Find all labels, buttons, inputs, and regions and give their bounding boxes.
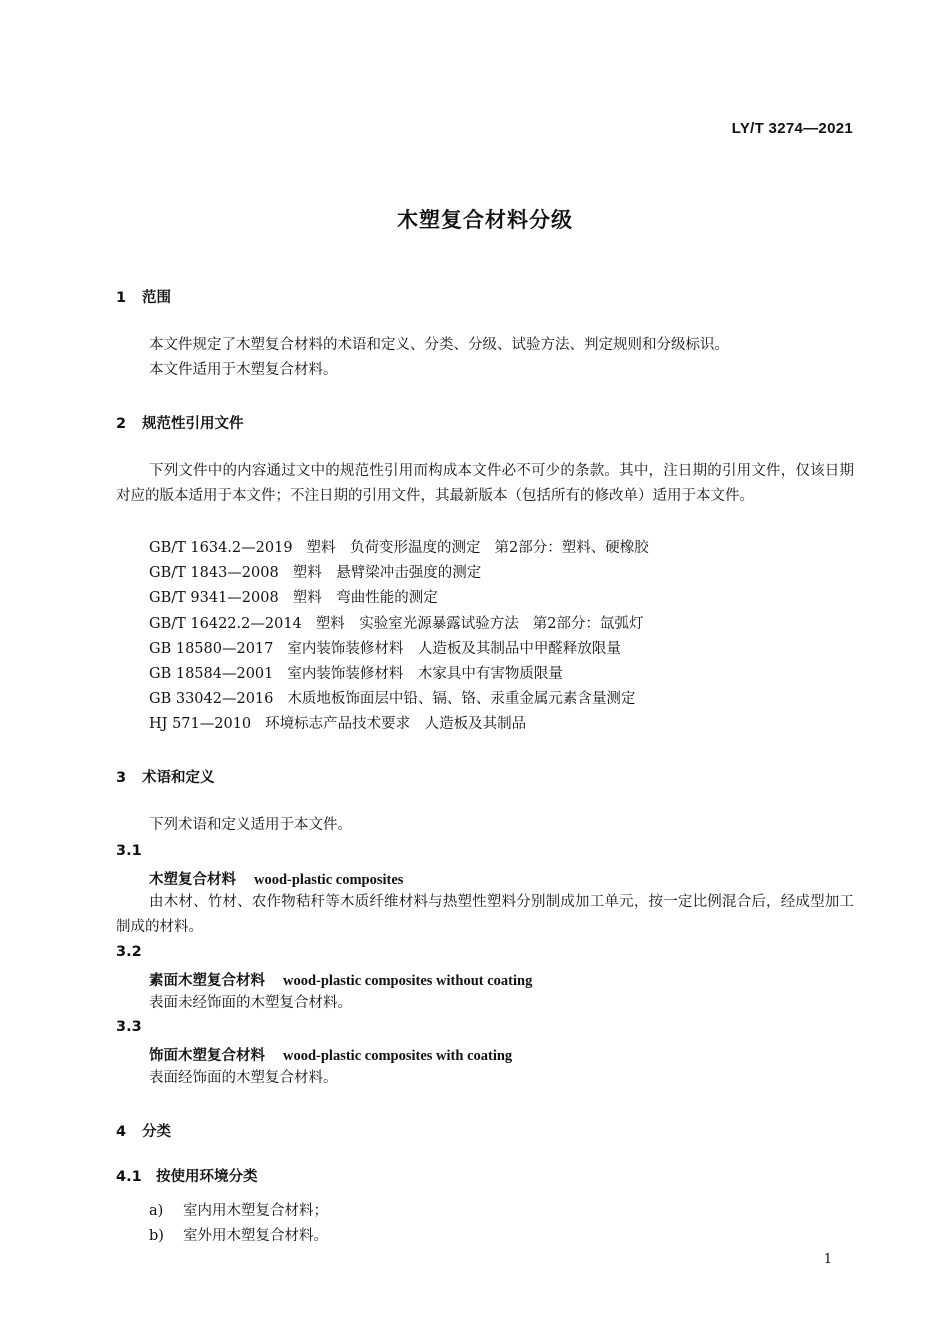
term-heading	[149, 1044, 512, 1065]
reference-title: 塑料 负荷变形温度的测定	[306, 540, 481, 556]
section-title: 术语和定义	[142, 770, 215, 786]
section-1-heading	[116, 286, 171, 307]
section-title: 规范性引用文件	[142, 416, 244, 432]
subsection-number: 4.1	[116, 1169, 142, 1185]
document-title: 木塑复合材料分级	[397, 208, 573, 232]
reference-part: 第2部分：塑料、硬橡胶	[494, 540, 649, 556]
term-number: 3.1	[116, 843, 142, 859]
section-number: 2	[116, 416, 127, 432]
term-english: wood-plastic composites with coating	[283, 1048, 513, 1064]
term-number: 3.3	[116, 1019, 142, 1035]
reference-code: GB/T 1843—2008	[149, 565, 279, 582]
reference-item	[149, 586, 649, 611]
list-marker: b)	[149, 1228, 164, 1244]
term-english: wood-plastic composites without coating	[283, 973, 533, 989]
reference-code: GB 33042—2016	[149, 691, 274, 708]
reference-code: GB 18580—2017	[149, 640, 274, 657]
list-marker: a)	[149, 1203, 164, 1219]
reference-title: 塑料 悬臂梁冲击强度的测定	[292, 565, 482, 582]
subsection-4-1-heading	[116, 1165, 258, 1186]
reference-part: 第2部分：氙弧灯	[532, 615, 644, 632]
reference-item	[149, 637, 649, 662]
reference-list	[149, 536, 649, 738]
reference-title: 塑料 弯曲性能的测定	[292, 590, 438, 607]
term-definition: 由木材、竹材、农作物秸秆等木质纤维材料与热塑性塑料分别制成加工单元，按一定比例混合后，经成型加工制成的材料。	[116, 894, 854, 935]
standard-code: LY/T 3274—2021	[731, 120, 853, 137]
list-text: 室外用木塑复合材料。	[183, 1228, 328, 1244]
section-2-heading	[116, 412, 244, 433]
reference-item	[149, 712, 649, 737]
section-4-heading	[116, 1120, 171, 1141]
reference-item	[149, 662, 649, 687]
page-number: 1	[823, 1252, 832, 1267]
reference-code: GB/T 16422.2—2014	[149, 615, 302, 632]
list-item	[149, 1199, 328, 1224]
term-number: 3.2	[116, 944, 142, 960]
list-text: 室内用木塑复合材料；	[183, 1203, 328, 1219]
reference-item	[149, 561, 649, 586]
section-title: 分类	[142, 1124, 171, 1140]
scope-paragraph-2: 本文件适用于木塑复合材料。	[149, 362, 338, 378]
reference-title: 木质地板饰面层中铅、镉、铬、汞重金属元素含量测定	[287, 691, 636, 708]
reference-title: 塑料 实验室光源暴露试验方法	[315, 615, 519, 632]
term-definition: 表面未经饰面的木塑复合材料。	[149, 995, 352, 1011]
reference-title: 室内装饰装修材料 人造板及其制品中甲醛释放限量	[287, 640, 621, 657]
section-number: 1	[116, 290, 127, 306]
classification-list	[149, 1199, 328, 1249]
list-item	[149, 1224, 328, 1249]
term-definition: 表面经饰面的木塑复合材料。	[149, 1070, 338, 1086]
term-chinese: 饰面木塑复合材料	[149, 1048, 265, 1064]
references-intro: 下列文件中的内容通过文中的规范性引用而构成本文件必不可少的条款。其中，注日期的引用文件，仅该日期对应的版本适用于本文件；不注日期的引用文件，其最新版本（包括所有的修改单）适用于本文件。	[116, 463, 854, 504]
reference-item	[149, 612, 649, 637]
section-3-heading	[116, 766, 215, 787]
term-heading	[149, 868, 403, 889]
reference-code: GB 18584—2001	[149, 666, 274, 683]
section-title: 范围	[142, 290, 171, 306]
reference-item	[149, 687, 649, 712]
reference-item	[149, 536, 649, 561]
subsection-title: 按使用环境分类	[156, 1169, 258, 1185]
section-number: 4	[116, 1124, 127, 1140]
reference-code: HJ 571—2010	[149, 716, 252, 733]
reference-title: 室内装饰装修材料 木家具中有害物质限量	[287, 666, 563, 683]
reference-code: GB/T 1634.2—2019	[149, 540, 293, 556]
term-heading	[149, 969, 532, 990]
term-chinese: 素面木塑复合材料	[149, 973, 265, 989]
reference-code: GB/T 9341—2008	[149, 590, 279, 607]
scope-paragraph-1: 本文件规定了木塑复合材料的术语和定义、分类、分级、试验方法、判定规则和分级标识。	[149, 337, 729, 353]
reference-title: 环境标志产品技术要求 人造板及其制品	[265, 716, 527, 733]
section-number: 3	[116, 770, 127, 786]
term-chinese: 木塑复合材料	[149, 872, 236, 888]
term-english: wood-plastic composites	[254, 872, 404, 888]
terms-intro: 下列术语和定义适用于本文件。	[149, 817, 352, 833]
